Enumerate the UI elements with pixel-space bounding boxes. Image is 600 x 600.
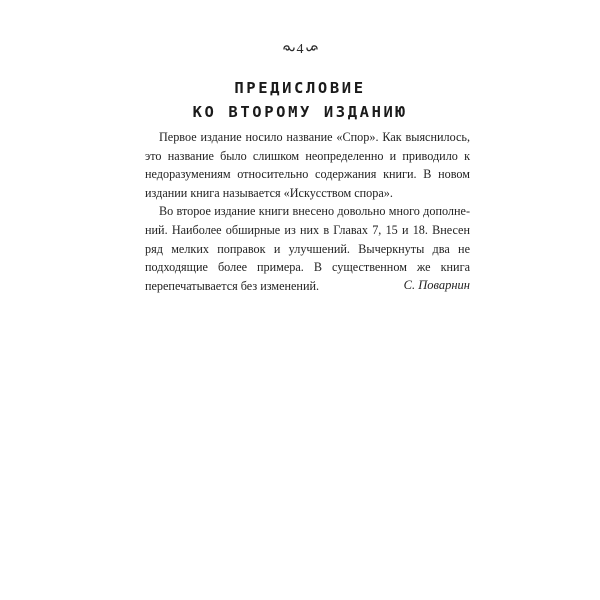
heading-line-1: ПРЕДИСЛОВИЕ (234, 79, 366, 97)
ornament-right-icon (306, 40, 318, 58)
page-number-value: 4 (296, 42, 304, 57)
paragraph-2: Во второе издание книги внесено довольно много дополнений. Наиболее обширные из них в Главах 7, 15 и 18. Внесен ряд мелких поправок и улучшений. Вычеркнуты два не подходящие более примера. В существенном же книга перепечатывается без изменений. (145, 204, 470, 293)
preface-text (145, 128, 470, 295)
paragraph-1: Первое издание носило название «Спор». Как выяснилось, это название было слишком неопределенно и приводило к недоразумениям относительно содержания книги. В новом издании книга называется «Искусством спора». (145, 130, 470, 200)
heading-line-2: КО ВТОРОМУ ИЗДАНИЮ (192, 103, 408, 121)
ornament-left-icon (283, 40, 295, 58)
chapter-heading (0, 76, 600, 124)
author-signature: С. Поварнин (403, 278, 470, 292)
page-number (0, 40, 600, 59)
